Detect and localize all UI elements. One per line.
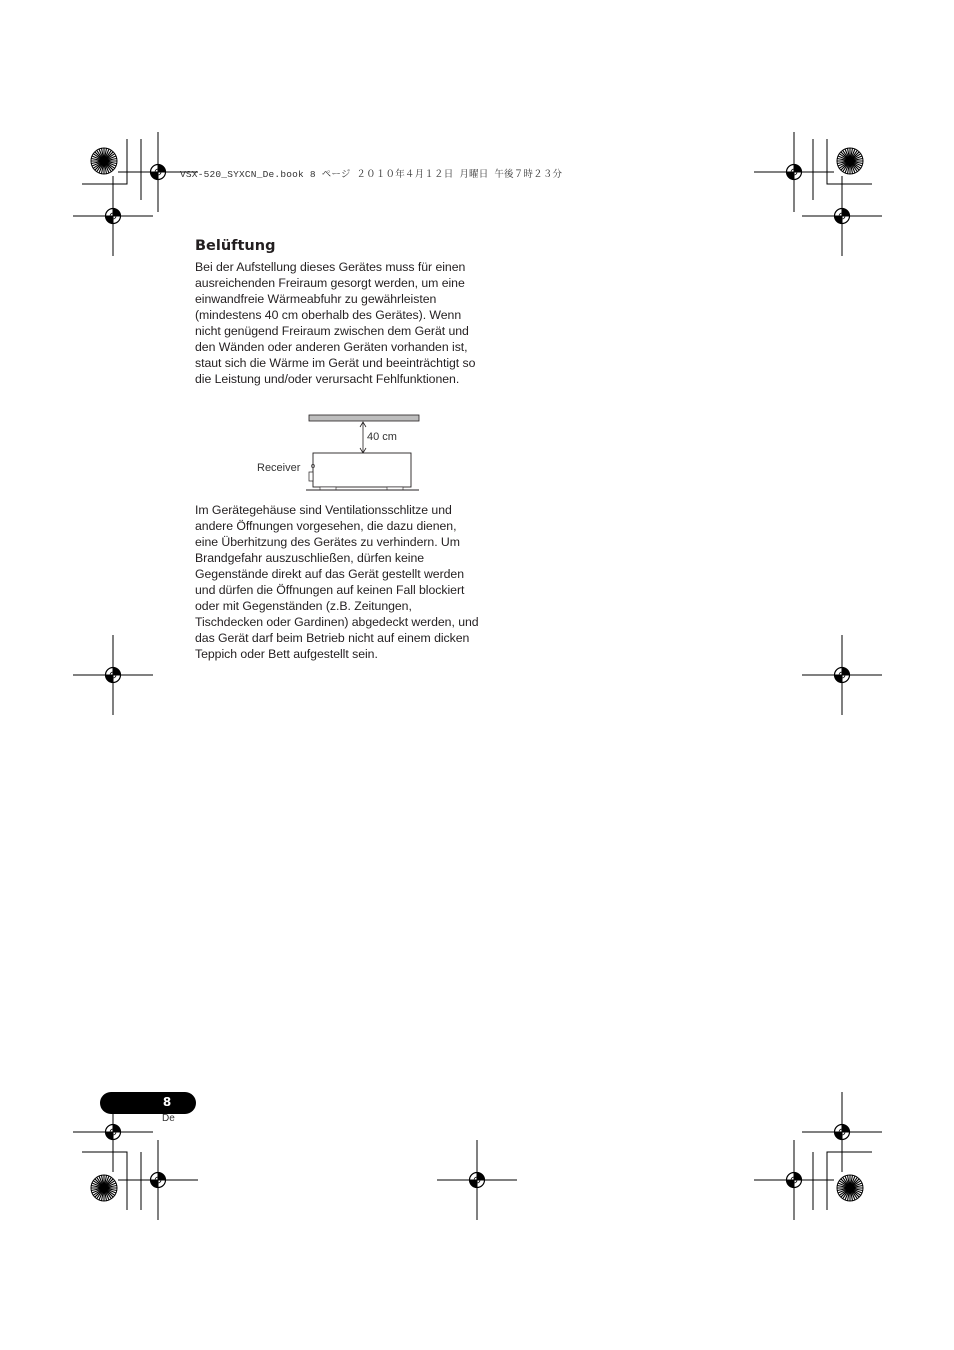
print-file-info: VSX-520_SYXCN_De.book 8 ページ ２０１０年４月１２日 月曜日 午後７時２３分: [180, 169, 563, 180]
ventilation-clearance-diagram: [250, 410, 430, 495]
page-number: 8: [162, 1095, 172, 1109]
device-label: Receiver: [257, 462, 301, 474]
receiver-box: [313, 453, 411, 487]
ventilation-paragraph-2: Im Gerätegehäuse sind Ventilationsschlitze und andere Öffnungen vorgesehen, die dazu dienen, eine Überhitzung des Gerätes zu verhindern. Um Brandgefahr auszuschließen, dürfen keine Gegenstände direkt auf das Gerät gestellt werden und dürfen die Öffnungen auf keinen Fall blockiert oder mit Gegenständen (z.B. Zeitungen, Tischdecken oder Gardinen) abgedeckt werden, und das Gerät darf beim Betrieb nicht auf einem dicken Teppich oder Bett aufgestellt sein.: [195, 503, 479, 661]
ventilation-paragraph-1: Bei der Aufstellung dieses Gerätes muss für einen ausreichenden Freiraum gesorgt werden, um eine einwandfreie Wärmeabfuhr zu gewährleisten (mindestens 40 cm oberhalb des Gerätes). Wenn nicht genügend Freiraum zwischen dem Gerät und den Wänden oder anderen Geräten vorhanden ist, staut sich die Wärme im Gerät und beeinträchtigt so die Leistung und/oder verursacht Fehlfunktionen.: [195, 260, 476, 386]
section-heading: Belüftung: [195, 238, 276, 254]
shelf-panel: [309, 415, 419, 421]
clearance-label: 40 cm: [367, 431, 397, 443]
language-code: De: [162, 1113, 175, 1124]
